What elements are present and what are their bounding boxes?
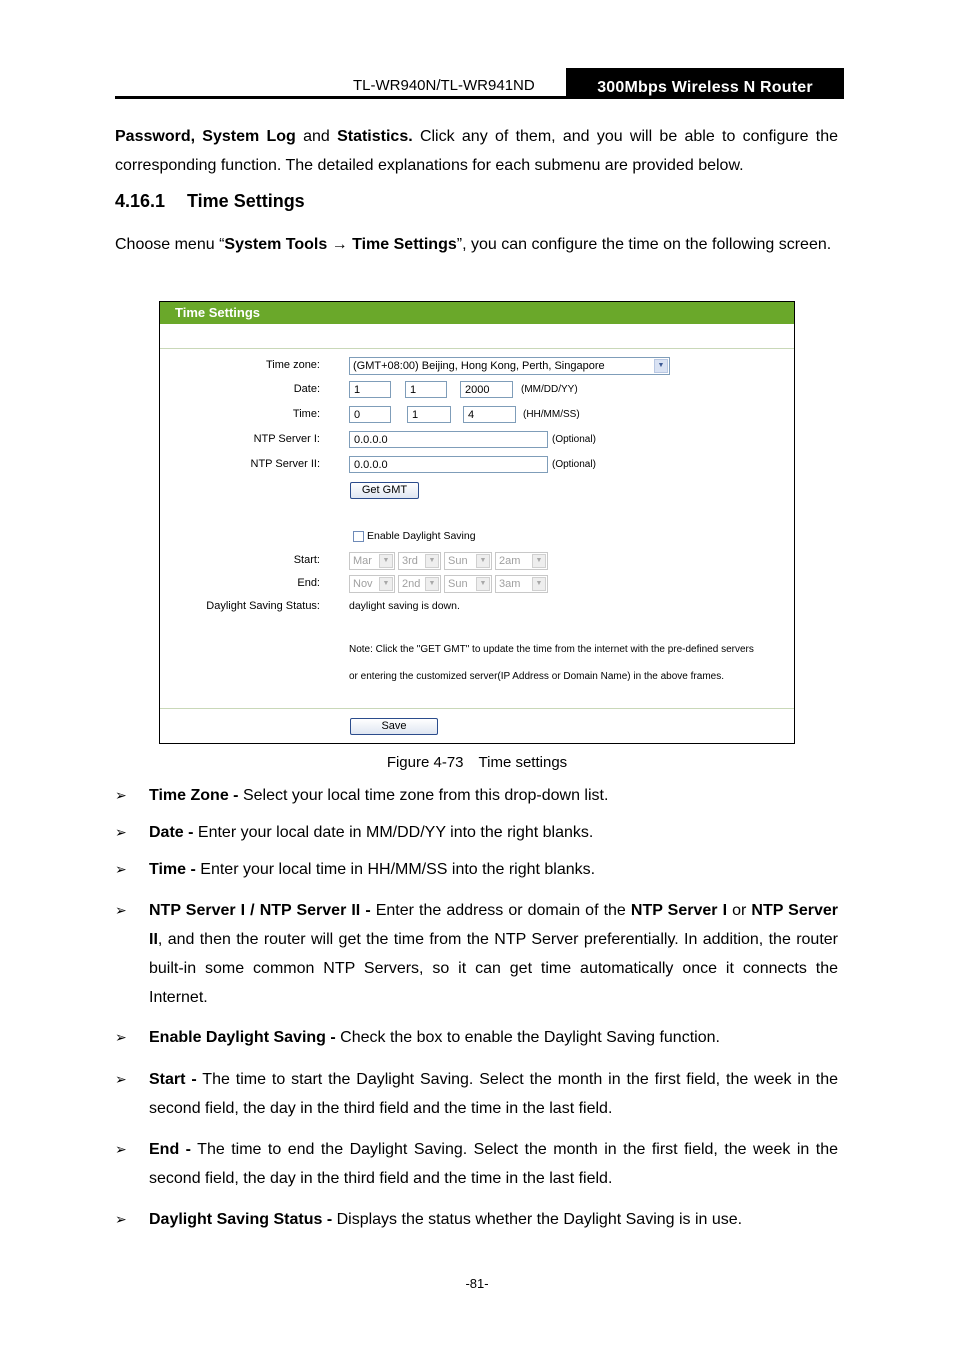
chevron-down-icon: ▼ <box>425 577 439 591</box>
get-gmt-button[interactable]: Get GMT <box>350 482 419 499</box>
end-label: End: <box>297 577 320 589</box>
ntp1-hint: (Optional) <box>552 434 596 445</box>
time-zone-value: (GMT+08:00) Beijing, Hong Kong, Perth, Singapore <box>353 360 605 372</box>
start-month-value: Mar <box>353 555 372 567</box>
item-term: Enable Daylight Saving - <box>149 1029 336 1046</box>
item-text: The time to end the Daylight Saving. Select the month in the first field, the week in the second field, the day in the third field and the time in the last field. <box>149 1141 838 1187</box>
list-item <box>115 896 838 1012</box>
chevron-down-icon: ▼ <box>379 554 393 568</box>
time-second-input[interactable]: 4 <box>463 406 516 423</box>
list-item <box>115 1023 838 1052</box>
item-text: Enter the address or domain of the <box>370 902 631 919</box>
start-label: Start: <box>293 554 320 566</box>
dst-checkbox-label: Enable Daylight Saving <box>367 530 476 542</box>
date-label: Date: <box>293 383 320 395</box>
intro-text-1: and <box>295 128 338 145</box>
time-zone-select[interactable] <box>349 357 670 375</box>
section-heading <box>115 191 305 212</box>
intro-text-2: Click any of them, and you will be able to configure the corresponding function. The detailed explanations for each submenu are provided below. <box>115 128 838 174</box>
menu-text-2: ”, you can configure the time on the following screen. <box>456 236 832 253</box>
start-week-select[interactable] <box>398 552 441 570</box>
menu-text-1: Choose menu “ <box>115 236 225 253</box>
item-term: Start - <box>149 1071 197 1088</box>
section-title: Time Settings <box>187 191 305 211</box>
menu-bold-2: Time Settings <box>352 236 457 253</box>
menu-arrow: → <box>327 236 353 253</box>
list-item <box>115 1135 838 1193</box>
dst-status-value: daylight saving is down. <box>349 600 460 612</box>
ntp1-input[interactable]: 0.0.0.0 <box>349 431 548 448</box>
item-term: Time Zone - <box>149 787 239 804</box>
ntp1-label: NTP Server I: <box>253 433 320 445</box>
date-month-input[interactable]: 1 <box>349 381 391 398</box>
list-item <box>115 818 838 847</box>
item-text: Enter your local date in MM/DD/YY into the right blanks. <box>193 824 594 841</box>
date-day-input[interactable]: 1 <box>405 381 447 398</box>
panel-title: Time Settings <box>160 302 794 324</box>
panel-divider-top <box>160 348 794 349</box>
chevron-down-icon: ▼ <box>532 577 546 591</box>
bullet-arrow-icon: ➢ <box>115 1029 127 1045</box>
list-item <box>115 1065 838 1123</box>
end-month-select[interactable] <box>349 575 395 593</box>
start-week-value: 3rd <box>402 555 418 567</box>
ntp2-hint: (Optional) <box>552 459 596 470</box>
item-text: The time to start the Daylight Saving. Select the month in the first field, the week in the second field, the day in the third field and the time in the last field. <box>149 1071 838 1117</box>
end-week-value: 2nd <box>402 578 421 590</box>
end-day-value: Sun <box>448 578 468 590</box>
chevron-down-icon: ▼ <box>532 554 546 568</box>
chevron-down-icon: ▼ <box>425 554 439 568</box>
item-term: Daylight Saving Status - <box>149 1211 333 1228</box>
intro-bold-1: Password, System Log <box>115 128 296 145</box>
bullet-arrow-icon: ➢ <box>115 787 127 803</box>
figure-caption: Figure 4-73 Time settings <box>386 754 568 771</box>
item-term: NTP Server II <box>149 902 839 948</box>
time-format-hint: (HH/MM/SS) <box>523 409 580 420</box>
start-day-value: Sun <box>448 555 468 567</box>
save-button[interactable]: Save <box>350 718 438 735</box>
section-number: 4.16.1 <box>115 191 166 211</box>
header-rule <box>115 96 844 99</box>
chevron-down-icon: ▼ <box>654 359 668 373</box>
start-hour-value: 2am <box>499 555 521 567</box>
item-text: Displays the status whether the Daylight Saving is in use. <box>332 1211 743 1228</box>
time-label: Time: <box>292 408 320 420</box>
item-text: Select your local time zone from this drop-down list. <box>238 787 609 804</box>
item-text: or <box>727 902 752 919</box>
page-number: -81- <box>465 1276 489 1291</box>
dst-status-label: Daylight Saving Status: <box>206 600 320 612</box>
end-hour-value: 3am <box>499 578 521 590</box>
chevron-down-icon: ▼ <box>476 577 490 591</box>
intro-paragraph <box>115 122 838 180</box>
item-term: End - <box>149 1141 192 1158</box>
panel-divider-bottom <box>160 708 794 709</box>
menu-paragraph <box>115 230 838 259</box>
start-day-select[interactable] <box>444 552 492 570</box>
intro-bold-2: Statistics. <box>337 128 413 145</box>
item-term: NTP Server I <box>630 902 728 919</box>
date-year-input[interactable]: 2000 <box>460 381 513 398</box>
chevron-down-icon: ▼ <box>476 554 490 568</box>
end-hour-select[interactable] <box>495 575 548 593</box>
note-line-1: Note: Click the "GET GMT" to update the time from the internet with the pre-defined servers <box>349 644 754 655</box>
time-hour-input[interactable]: 0 <box>349 406 391 423</box>
item-text: Check the box to enable the Daylight Saving function. <box>335 1029 720 1046</box>
time-minute-input[interactable]: 1 <box>407 406 451 423</box>
start-hour-select[interactable] <box>495 552 548 570</box>
end-day-select[interactable] <box>444 575 492 593</box>
dst-checkbox[interactable] <box>353 531 364 542</box>
bullet-arrow-icon: ➢ <box>115 824 127 840</box>
bullet-arrow-icon: ➢ <box>115 902 127 918</box>
date-format-hint: (MM/DD/YY) <box>521 384 578 395</box>
start-month-select[interactable] <box>349 552 395 570</box>
time-settings-screenshot <box>159 301 795 744</box>
end-week-select[interactable] <box>398 575 441 593</box>
bullet-arrow-icon: ➢ <box>115 1071 127 1087</box>
end-month-value: Nov <box>353 578 373 590</box>
item-text: Enter your local time in HH/MM/SS into the right blanks. <box>195 861 596 878</box>
item-term: Time - <box>149 861 196 878</box>
bullet-arrow-icon: ➢ <box>115 1141 127 1157</box>
time-zone-label: Time zone: <box>265 359 320 371</box>
header-model: TL-WR940N/TL-WR941ND <box>353 77 535 94</box>
bullet-arrow-icon: ➢ <box>115 1211 127 1227</box>
menu-bold-1: System Tools <box>224 236 328 253</box>
header-product: 300Mbps Wireless N Router <box>566 68 844 99</box>
item-term: Date - <box>149 824 194 841</box>
list-item <box>115 1205 838 1234</box>
note-line-2: or entering the customized server(IP Address or Domain Name) in the above frames. <box>349 671 724 682</box>
chevron-down-icon: ▼ <box>379 577 393 591</box>
ntp2-label: NTP Server II: <box>250 458 320 470</box>
ntp2-input[interactable]: 0.0.0.0 <box>349 456 548 473</box>
item-term: NTP Server I / NTP Server II - <box>149 902 371 919</box>
bullet-arrow-icon: ➢ <box>115 861 127 877</box>
list-item <box>115 855 838 884</box>
list-item <box>115 781 838 810</box>
item-text: , and then the router will get the time from the NTP Server preferentially. In addition, the router built-in some common NTP Servers, so it can get time automatically once it connects the Internet. <box>149 931 838 1006</box>
